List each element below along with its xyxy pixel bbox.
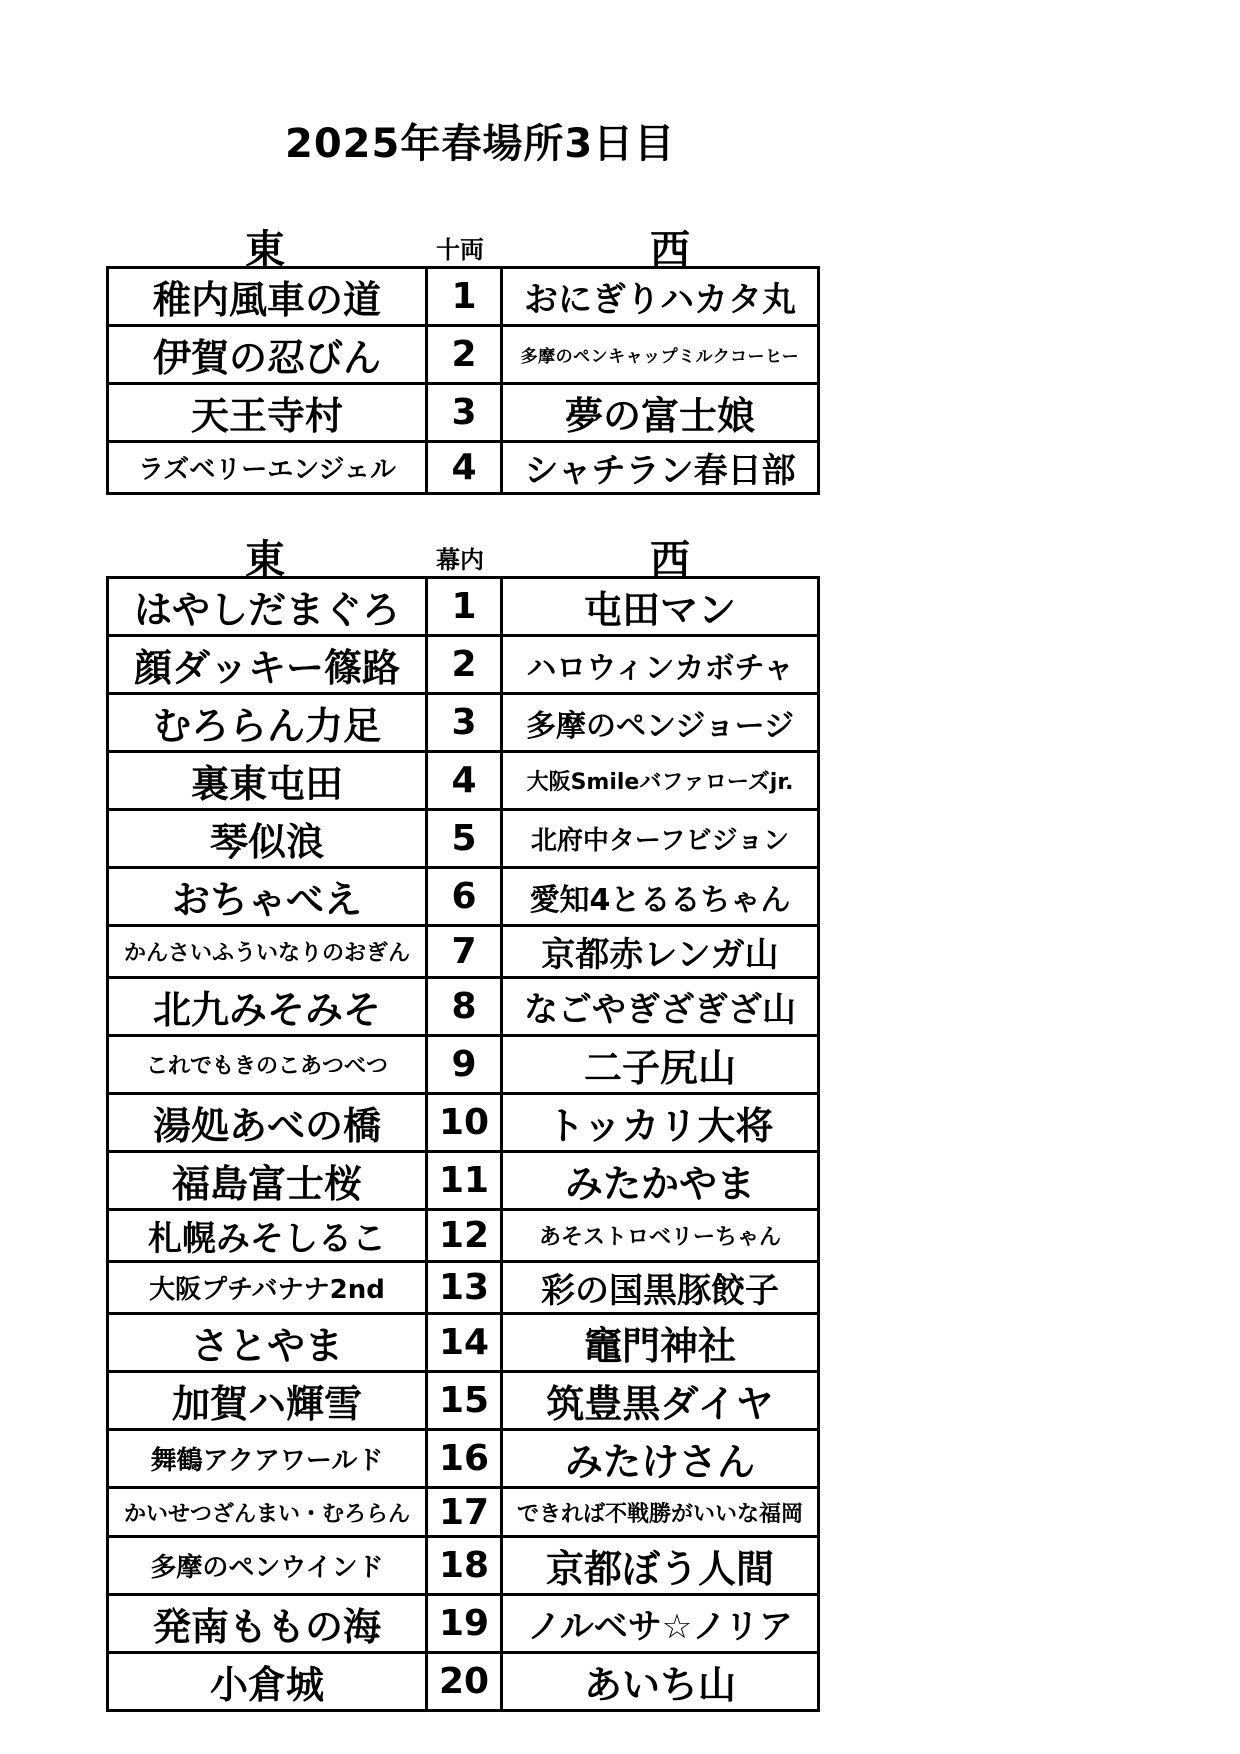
- west-wrestler: みたかやま: [502, 1152, 819, 1210]
- rank-number: 15: [427, 1372, 502, 1430]
- juryo-east-heading: 東: [245, 227, 285, 273]
- juryo-header: [0, 218, 1240, 273]
- east-wrestler: ラズベリーエンジェル: [108, 442, 427, 494]
- table-row: [108, 1430, 819, 1488]
- east-wrestler: むろらん力足: [108, 694, 427, 752]
- table-row: [108, 1262, 819, 1314]
- east-wrestler: 顔ダッキー篠路: [108, 636, 427, 694]
- west-wrestler: 多摩のペンジョージ: [502, 694, 819, 752]
- east-wrestler: 多摩のペンウインド: [108, 1537, 427, 1595]
- rank-number: 13: [427, 1262, 502, 1314]
- makuuchi-west-heading: 西: [650, 537, 690, 583]
- rank-number: 3: [427, 694, 502, 752]
- west-wrestler: 彩の国黒豚餃子: [502, 1262, 819, 1314]
- table-row: [108, 1314, 819, 1372]
- rank-number: 4: [427, 442, 502, 494]
- west-wrestler: シャチラン春日部: [502, 442, 819, 494]
- rank-number: 17: [427, 1488, 502, 1537]
- rank-number: 20: [427, 1653, 502, 1711]
- table-row: [108, 268, 819, 326]
- west-wrestler: 夢の富士娘: [502, 384, 819, 442]
- rank-number: 1: [427, 578, 502, 636]
- west-wrestler: ハロウィンカボチャ: [502, 636, 819, 694]
- rank-number: 12: [427, 1210, 502, 1262]
- rank-number: 1: [427, 268, 502, 326]
- rank-number: 3: [427, 384, 502, 442]
- table-row: [108, 1152, 819, 1210]
- west-wrestler: あいち山: [502, 1653, 819, 1711]
- table-row: [108, 810, 819, 868]
- west-wrestler: 京都ぼう人間: [502, 1537, 819, 1595]
- west-wrestler: ノルベサ☆ノリア: [502, 1595, 819, 1653]
- west-wrestler: みたけさん: [502, 1430, 819, 1488]
- east-wrestler: 裏東屯田: [108, 752, 427, 810]
- east-wrestler: 大阪プチバナナ2nd: [108, 1262, 427, 1314]
- table-row: [108, 578, 819, 636]
- west-wrestler: できれば不戦勝がいいな福岡: [502, 1488, 819, 1537]
- makuuchi-division-label: 幕内: [436, 546, 484, 574]
- east-wrestler: 小倉城: [108, 1653, 427, 1711]
- east-wrestler: かいせつざんまい・むろらん: [108, 1488, 427, 1537]
- juryo-division-label: 十両: [436, 236, 484, 264]
- west-wrestler: 大阪Smileバファローズjr.: [502, 752, 819, 810]
- east-wrestler: 福島富士桜: [108, 1152, 427, 1210]
- table-row: [108, 442, 819, 494]
- makuuchi-table: [106, 576, 820, 1712]
- rank-number: 6: [427, 868, 502, 926]
- table-row: [108, 1595, 819, 1653]
- east-wrestler: 北九みそみそ: [108, 978, 427, 1036]
- west-wrestler: 多摩のペンキャップミルクコーヒー: [502, 326, 819, 384]
- west-wrestler: 京都赤レンガ山: [502, 926, 819, 978]
- rank-number: 14: [427, 1314, 502, 1372]
- table-row: [108, 1094, 819, 1152]
- table-row: [108, 1653, 819, 1711]
- rank-number: 19: [427, 1595, 502, 1653]
- rank-number: 11: [427, 1152, 502, 1210]
- table-row: [108, 636, 819, 694]
- makuuchi-header: [0, 528, 1240, 583]
- table-row: [108, 384, 819, 442]
- east-wrestler: おちゃべえ: [108, 868, 427, 926]
- west-wrestler: 筑豊黒ダイヤ: [502, 1372, 819, 1430]
- west-wrestler: なごやぎざぎざ山: [502, 978, 819, 1036]
- table-row: [108, 694, 819, 752]
- east-wrestler: 琴似浪: [108, 810, 427, 868]
- east-wrestler: 札幌みそしるこ: [108, 1210, 427, 1262]
- east-wrestler: 伊賀の忍びん: [108, 326, 427, 384]
- table-row: [108, 1372, 819, 1430]
- rank-number: 5: [427, 810, 502, 868]
- rank-number: 18: [427, 1537, 502, 1595]
- table-row: [108, 1488, 819, 1537]
- table-row: [108, 752, 819, 810]
- west-wrestler: 竈門神社: [502, 1314, 819, 1372]
- table-row: [108, 1036, 819, 1094]
- rank-number: 2: [427, 636, 502, 694]
- west-wrestler: 北府中ターフビジョン: [502, 810, 819, 868]
- rank-number: 8: [427, 978, 502, 1036]
- east-wrestler: かんさいふういなりのおぎん: [108, 926, 427, 978]
- juryo-table: [106, 266, 820, 495]
- east-wrestler: 加賀ハ輝雪: [108, 1372, 427, 1430]
- table-row: [108, 326, 819, 384]
- east-wrestler: はやしだまぐろ: [108, 578, 427, 636]
- makuuchi-east-heading: 東: [245, 537, 285, 583]
- west-wrestler: 二子尻山: [502, 1036, 819, 1094]
- table-row: [108, 1537, 819, 1595]
- table-row: [108, 1210, 819, 1262]
- west-wrestler: トッカリ大将: [502, 1094, 819, 1152]
- west-wrestler: 屯田マン: [502, 578, 819, 636]
- table-row: [108, 926, 819, 978]
- page-title: 2025年春場所3日目: [285, 121, 676, 167]
- rank-number: 4: [427, 752, 502, 810]
- east-wrestler: 発南ももの海: [108, 1595, 427, 1653]
- juryo-west-heading: 西: [650, 227, 690, 273]
- rank-number: 2: [427, 326, 502, 384]
- rank-number: 10: [427, 1094, 502, 1152]
- rank-number: 9: [427, 1036, 502, 1094]
- table-row: [108, 978, 819, 1036]
- table-row: [108, 868, 819, 926]
- east-wrestler: さとやま: [108, 1314, 427, 1372]
- east-wrestler: これでもきのこあつべつ: [108, 1036, 427, 1094]
- rank-number: 16: [427, 1430, 502, 1488]
- east-wrestler: 稚内風車の道: [108, 268, 427, 326]
- east-wrestler: 舞鶴アクアワールド: [108, 1430, 427, 1488]
- rank-number: 7: [427, 926, 502, 978]
- west-wrestler: あそストロベリーちゃん: [502, 1210, 819, 1262]
- east-wrestler: 湯処あべの橋: [108, 1094, 427, 1152]
- east-wrestler: 天王寺村: [108, 384, 427, 442]
- west-wrestler: おにぎりハカタ丸: [502, 268, 819, 326]
- west-wrestler: 愛知4とるるちゃん: [502, 868, 819, 926]
